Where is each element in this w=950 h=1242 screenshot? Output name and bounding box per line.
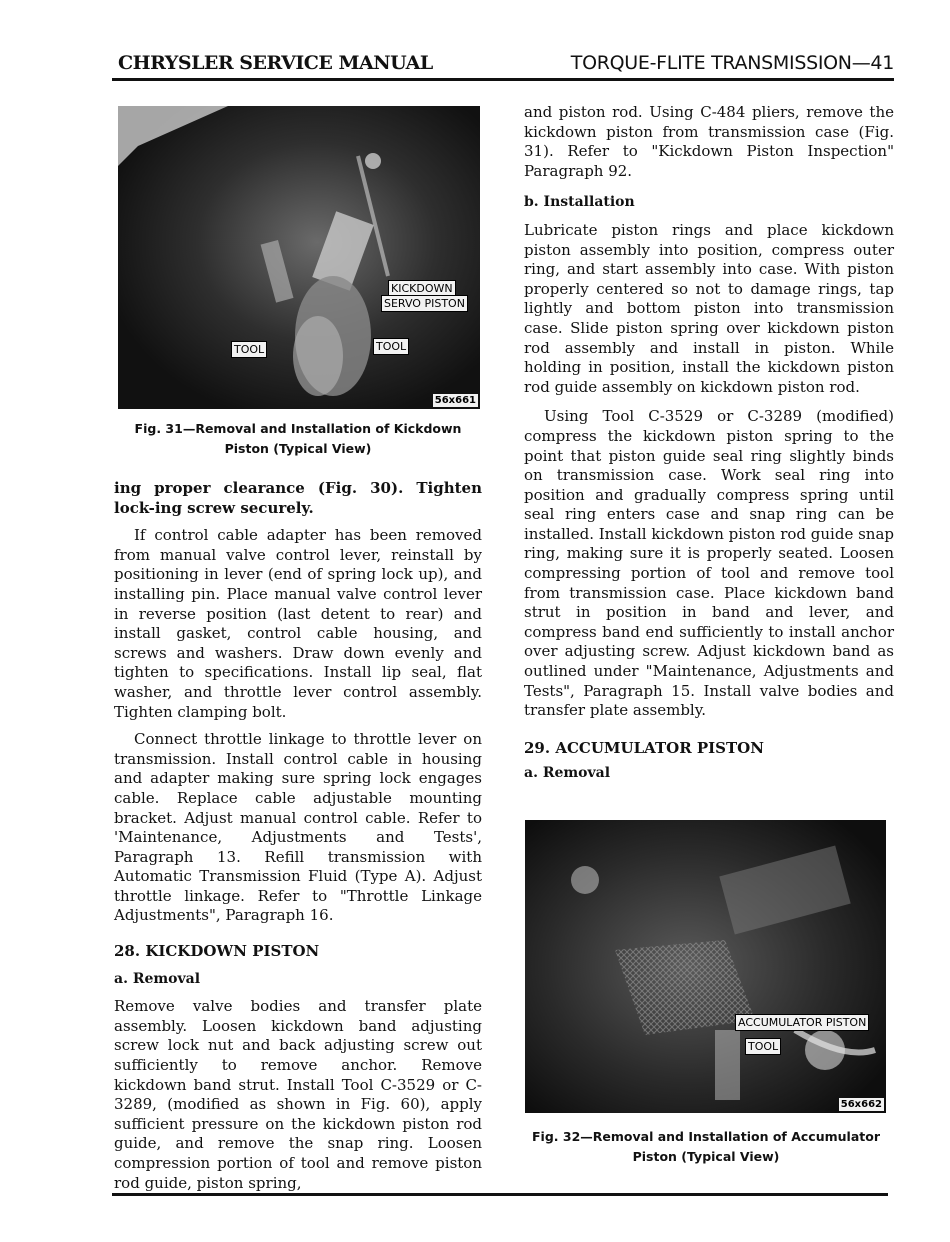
manual-title: CHRYSLER SERVICE MANUAL [118,52,433,74]
figure-31-caption [114,419,482,459]
figure-32-photo [525,820,886,1113]
label-tool-left: TOOL [231,341,267,358]
section-page-number: TORQUE-FLITE TRANSMISSION—41 [570,52,894,74]
figure-31-photo [118,106,480,409]
subsection-heading: a. Removal [524,765,611,782]
right-column [524,103,894,784]
page-header [112,48,894,81]
label-servo-piston: SERVO PISTON [381,295,468,312]
left-column [114,479,482,1193]
figure-32-caption [520,1127,892,1167]
label-accumulator-piston: ACCUMULATOR PISTON [735,1014,869,1031]
section-heading: 28. KICKDOWN PISTON [114,942,320,961]
caption-line: Piston (Typical View) [632,1149,780,1164]
paragraph: and piston rod. Using C-484 pliers, remove the kickdown piston from transmission case (Fig. 31). Refer to "Kickdown Piston Inspection" Paragraph 92. [524,103,894,180]
label-tool: TOOL [745,1038,781,1055]
label-kickdown: KICKDOWN [388,280,456,297]
figure-code: 56x662 [840,1099,882,1110]
subsection-heading: a. Removal [114,970,201,987]
subsection-heading: b. Installation [524,194,635,211]
figure-31-image [118,106,480,409]
paragraph: ing proper clearance (Fig. 30). Tighten lock-ing screw securely. [114,479,482,517]
section-heading: 29. ACCUMULATOR PISTON [524,738,764,757]
figure-32-image [525,820,886,1113]
caption-line: Fig. 32—Removal and Installation of Accumulator [532,1129,880,1144]
paragraph: If control cable adapter has been removed from manual valve control lever, reinstall by positioning in lever (end of spring lock up), and installing pin. Place manual valve control lever in reverse position (last detent to rear) and install gasket, control cable housing, and screws and washers. Draw down evenly and tighten to specifications. Install lip seal, flat washer, and throttle lever control assembly. Tighten clamping bolt. [114,526,482,721]
paragraph: Connect throttle linkage to throttle lever on transmission. Install control cable in housing and adapter making sure spring lock engages cable. Replace cable adjustable mounting bracket. Adjust manual control cable. Refer to 'Maintenance, Adjustments and Tests', Paragraph 13. Refill transmission with Automatic Transmission Fluid (Type A). Adjust throttle linkage. Refer to "Throttle Linkage Adjustments", Paragraph 16. [114,730,482,925]
label-tool-right: TOOL [373,338,409,355]
paragraph: Lubricate piston rings and place kickdown piston assembly into position, compress outer ring, and start assembly into case. With piston properly centered so not to damage rings, tap lightly and bottom piston into transmission case. Slide piston spring over kickdown piston rod assembly and install in piston. While holding in position, install the kickdown piston rod guide assembly on kickdown piston rod. [524,220,894,396]
paragraph: Remove valve bodies and transfer plate assembly. Loosen kickdown band adjusting screw lock nut and back adjusting screw out sufficiently to remove anchor. Remove kickdown band strut. Install Tool C-3529 or C-3289, (modified as shown in Fig. 60), apply sufficient pressure on the kickdown piston rod guide, and remove the snap ring. Loosen compression portion of tool and remove piston rod guide, piston spring, [114,997,482,1192]
caption-line: Piston (Typical View) [224,441,372,456]
footer-rule [112,1193,888,1196]
paragraph: Using Tool C-3529 or C-3289 (modified) compress the kickdown piston spring to the point that piston guide seal ring slightly binds on transmission case. Work seal ring into position and gradually compress spring until seal ring enters case and snap ring can be installed. Install kickdown piston rod guide snap ring, making sure it is properly seated. Loosen compressing portion of tool and remove tool from transmission case. Place kickdown band strut in position in band and lever, and compress band end sufficiently to install anchor over adjusting screw. Adjust kickdown band as outlined under "Maintenance, Adjustments and Tests", Paragraph 15. Install valve bodies and transfer plate assembly. [524,407,894,720]
figure-code: 56x661 [434,395,476,406]
caption-line: Fig. 31—Removal and Installation of Kickdown [134,421,462,436]
